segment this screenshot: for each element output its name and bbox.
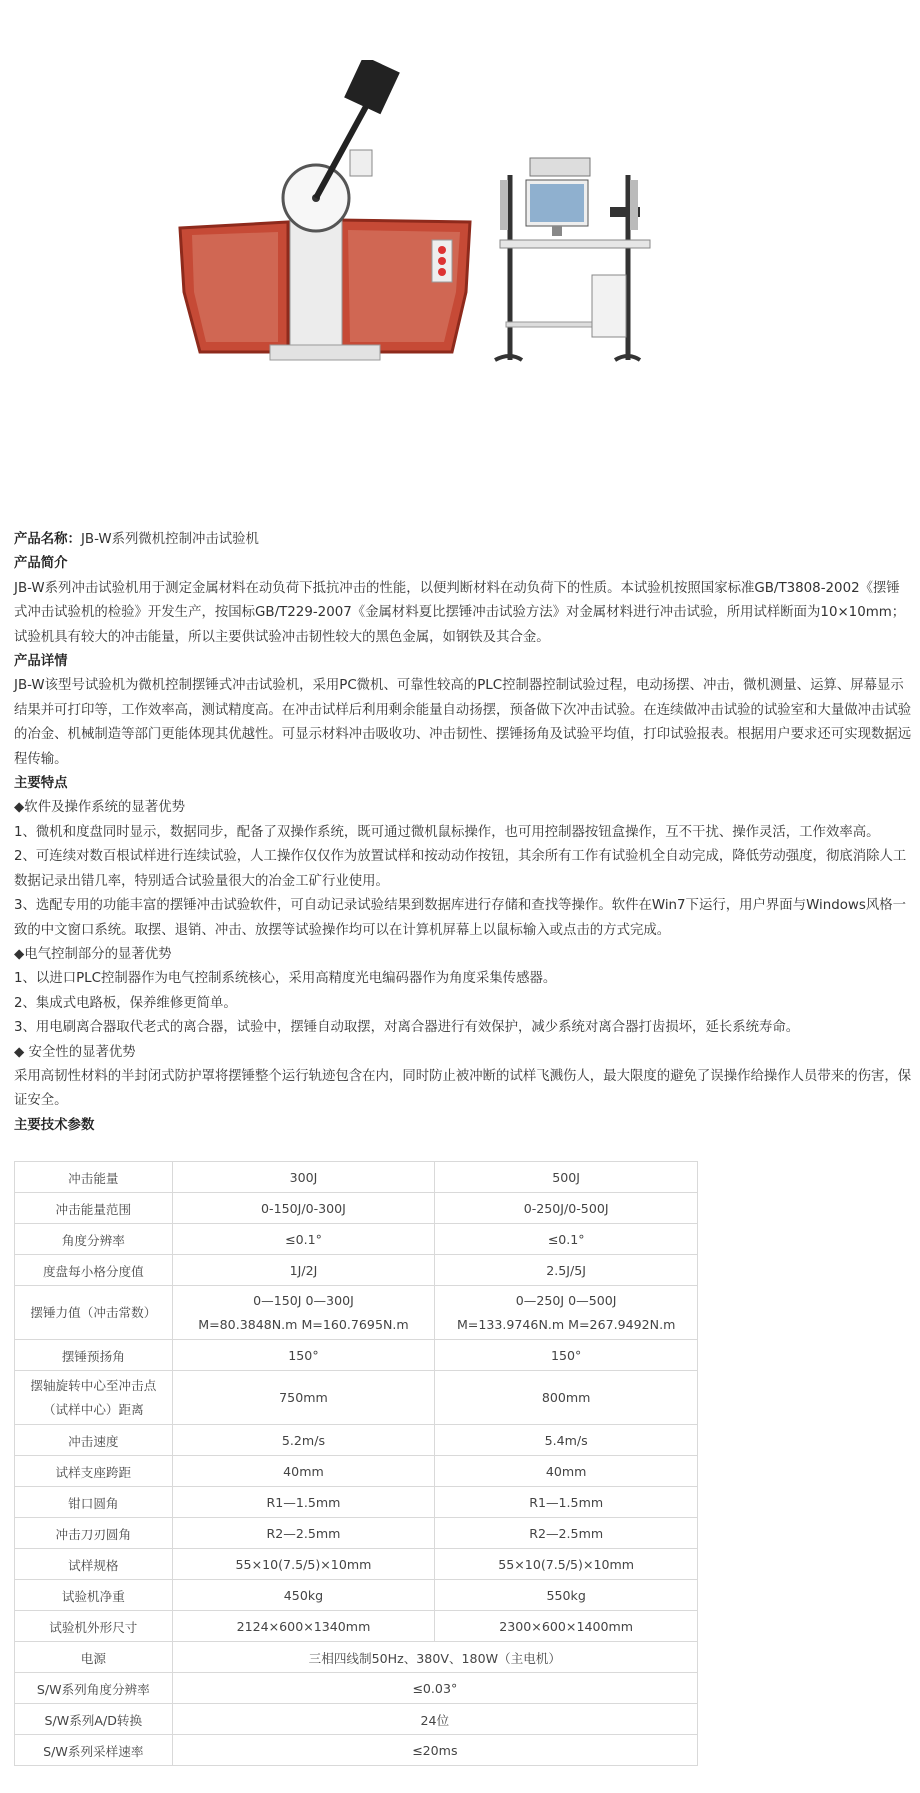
spec-value-500 bbox=[435, 1286, 698, 1340]
product-name-line bbox=[14, 528, 912, 552]
software-item-1: 1、微机和度盘同时显示，数据同步，配备了双操作系统，既可通过微机鼠标操作，也可用控制器按钮盒操作，互不干扰、操作灵活，工作效率高。 bbox=[14, 824, 880, 840]
printer bbox=[530, 158, 590, 176]
spec-value-300: R1—1.5mm bbox=[172, 1487, 435, 1518]
electric-item-2: 2、集成式电路板，保养维修更简单。 bbox=[14, 995, 237, 1011]
spec-key: 冲击刀刃圆角 bbox=[15, 1518, 173, 1549]
table-row bbox=[15, 1255, 698, 1286]
specs-heading: 主要技术参数 bbox=[14, 1117, 95, 1133]
details-text: JB-W该型号试验机为微机控制摆锤式冲击试验机，采用PC微机、可靠性较高的PLC控制器控制试验过程，电动扬摆、冲击，微机测量、运算、屏幕显示结果并可打印等，工作效率高，测试精度高。在冲击试样后利用剩余能量自动扬摆，预备做下次冲击试验。在连续做冲击试验的试验室和大量做冲击试验的冶金、机械制造等部门更能体现其优越性。可显示材料冲击吸收功、冲击韧性、摆锤扬角及试验平均值，打印试验报表。根据用户要求还可实现数据远程传输。 bbox=[14, 678, 912, 767]
table-row bbox=[15, 1611, 698, 1642]
table-row bbox=[15, 1580, 698, 1611]
spec-key: S/W系列A/D转换 bbox=[15, 1704, 173, 1735]
table-row bbox=[15, 1642, 698, 1673]
spec-value-300: 450kg bbox=[172, 1580, 435, 1611]
spec-key: 钳口圆角 bbox=[15, 1487, 173, 1518]
intro-heading: 产品简介 bbox=[14, 556, 68, 572]
table-row bbox=[15, 1340, 698, 1371]
spec-value-shared: 三相四线制50Hz、380V、180W（主电机） bbox=[172, 1642, 697, 1673]
electric-subheading: ◆电气控制部分的显著优势 bbox=[14, 946, 172, 962]
spec-line: （试样中心）距离 bbox=[42, 1401, 144, 1417]
product-image bbox=[170, 60, 750, 420]
spec-table bbox=[14, 1161, 698, 1766]
spec-key: 试样支座跨距 bbox=[15, 1456, 173, 1487]
spec-line: M=133.9746N.m M=267.9492N.m bbox=[456, 1316, 676, 1332]
monitor bbox=[526, 180, 588, 236]
spec-value-300: 40mm bbox=[172, 1456, 435, 1487]
spec-value-300: 1J/2J bbox=[172, 1255, 435, 1286]
spec-key: S/W系列采样速率 bbox=[15, 1735, 173, 1766]
spec-value-500: R1—1.5mm bbox=[435, 1487, 698, 1518]
spec-value-300 bbox=[172, 1286, 435, 1340]
spec-key: 电源 bbox=[15, 1642, 173, 1673]
product-name-value: JB-W系列微机控制冲击试验机 bbox=[80, 532, 259, 547]
product-name-label: 产品名称： bbox=[14, 532, 81, 547]
electric-item-1: 1、以进口PLC控制器作为电气控制系统核心，采用高精度光电编码器作为角度采集传感器。 bbox=[14, 971, 557, 987]
table-row bbox=[15, 1425, 698, 1456]
spec-value-300: 750mm bbox=[172, 1371, 435, 1425]
spec-value-300: R2—2.5mm bbox=[172, 1518, 435, 1549]
spec-value-shared: ≤20ms bbox=[172, 1735, 697, 1766]
pendulum-hammer bbox=[344, 60, 400, 114]
spec-key: 摆锤预扬角 bbox=[15, 1340, 173, 1371]
table-row bbox=[15, 1518, 698, 1549]
spec-value-shared: ≤0.03° bbox=[172, 1673, 697, 1704]
spec-key: 冲击能量 bbox=[15, 1162, 173, 1193]
table-row bbox=[15, 1224, 698, 1255]
table-row bbox=[15, 1286, 698, 1340]
protective-guard-left bbox=[180, 222, 288, 352]
spec-value-300: 55×10(7.5/5)×10mm bbox=[172, 1549, 435, 1580]
table-row bbox=[15, 1735, 698, 1766]
spec-key: 试验机外形尺寸 bbox=[15, 1611, 173, 1642]
intro-text: JB-W系列冲击试验机用于测定金属材料在动负荷下抵抗冲击的性能，以便判断材料在动负荷下的性质。本试验机按照国家标准GB/T3808-2002《摆锤式冲击试验机的检验》开发生产，按国标GB/T229-2007《金属材料夏比摆锤冲击试验方法》对金属材料进行冲击试验，所用试样断面为10×10mm；试验机具有较大的冲击能量，所以主要供试验冲击韧性较大的黑色金属，如钢铁及其合金。 bbox=[14, 580, 906, 645]
spec-key: 角度分辨率 bbox=[15, 1224, 173, 1255]
table-row bbox=[15, 1456, 698, 1487]
table-row bbox=[15, 1704, 698, 1735]
spec-value-500: 55×10(7.5/5)×10mm bbox=[435, 1549, 698, 1580]
table-row bbox=[15, 1193, 698, 1224]
spec-key: 摆锤力值（冲击常数） bbox=[15, 1286, 173, 1340]
spec-value-500: 550kg bbox=[435, 1580, 698, 1611]
spec-key bbox=[15, 1371, 173, 1425]
spec-value-300: 0-150J/0-300J bbox=[172, 1193, 435, 1224]
spec-value-500: 5.4m/s bbox=[435, 1425, 698, 1456]
spec-value-300: ≤0.1° bbox=[172, 1224, 435, 1255]
spec-value-500: 800mm bbox=[435, 1371, 698, 1425]
spec-value-500: 40mm bbox=[435, 1456, 698, 1487]
spec-value-500: 150° bbox=[435, 1340, 698, 1371]
spec-value-500: 2300×600×1400mm bbox=[435, 1611, 698, 1642]
spec-key: 冲击能量范围 bbox=[15, 1193, 173, 1224]
spec-value-300: 5.2m/s bbox=[172, 1425, 435, 1456]
safety-subheading: ◆ 安全性的显著优势 bbox=[14, 1044, 136, 1060]
spec-value-300: 2124×600×1340mm bbox=[172, 1611, 435, 1642]
spec-value-500: 500J bbox=[435, 1162, 698, 1193]
spec-key: 冲击速度 bbox=[15, 1425, 173, 1456]
spec-value-500: 0-250J/0-500J bbox=[435, 1193, 698, 1224]
spec-value-300: 150° bbox=[172, 1340, 435, 1371]
spec-value-300: 300J bbox=[172, 1162, 435, 1193]
spec-line: 摆轴旋转中心至冲击点 bbox=[30, 1377, 157, 1393]
software-item-2: 2、可连续对数百根试样进行连续试验，人工操作仅仅作为放置试样和按动动作按钮，其余所有工作有试验机全自动完成，降低劳动强度，彻底消除人工数据记录出错几率，特别适合试验量很大的冶金工矿行业使用。 bbox=[14, 849, 907, 889]
spec-key: 度盘每小格分度值 bbox=[15, 1255, 173, 1286]
software-subheading: ◆软件及操作系统的显著优势 bbox=[14, 800, 185, 816]
spec-line: M=80.3848N.m M=160.7695N.m bbox=[198, 1316, 409, 1332]
spec-key: 试样规格 bbox=[15, 1549, 173, 1580]
product-description bbox=[14, 528, 912, 1138]
features-heading: 主要特点 bbox=[14, 776, 68, 792]
table-row bbox=[15, 1549, 698, 1580]
details-heading: 产品详情 bbox=[14, 654, 68, 670]
spec-value-500: R2—2.5mm bbox=[435, 1518, 698, 1549]
software-item-3: 3、选配专用的功能丰富的摆锤冲击试验软件，可自动记录试验结果到数据库进行存储和查找等操作。软件在Win7下运行，用户界面与Windows风格一致的中文窗口系统。取摆、退销、冲击、放摆等试验操作均可以在计算机屏幕上以鼠标输入或点击的方式完成。 bbox=[14, 898, 907, 938]
spec-value-500: ≤0.1° bbox=[435, 1224, 698, 1255]
safety-text: 采用高韧性材料的半封闭式防护罩将摆锤整个运行轨迹包含在内，同时防止被冲断的试样飞溅伤人，最大限度的避免了误操作给操作人员带来的伤害，保证安全。 bbox=[14, 1068, 912, 1109]
table-row bbox=[15, 1162, 698, 1193]
spec-key: S/W系列角度分辨率 bbox=[15, 1673, 173, 1704]
spec-value-500: 2.5J/5J bbox=[435, 1255, 698, 1286]
table-row bbox=[15, 1487, 698, 1518]
spec-value-shared: 24位 bbox=[172, 1704, 697, 1735]
spec-line: 0—150J 0—300J bbox=[253, 1292, 354, 1308]
table-row bbox=[15, 1673, 698, 1704]
electric-item-3: 3、用电刷离合器取代老式的离合器，试验中，摆锤自动取摆，对离合器进行有效保护，减少系统对离合器打齿损坏，延长系统寿命。 bbox=[14, 1020, 800, 1036]
table-row bbox=[15, 1371, 698, 1425]
spec-key: 试验机净重 bbox=[15, 1580, 173, 1611]
spec-line: 0—250J 0—500J bbox=[515, 1292, 617, 1308]
